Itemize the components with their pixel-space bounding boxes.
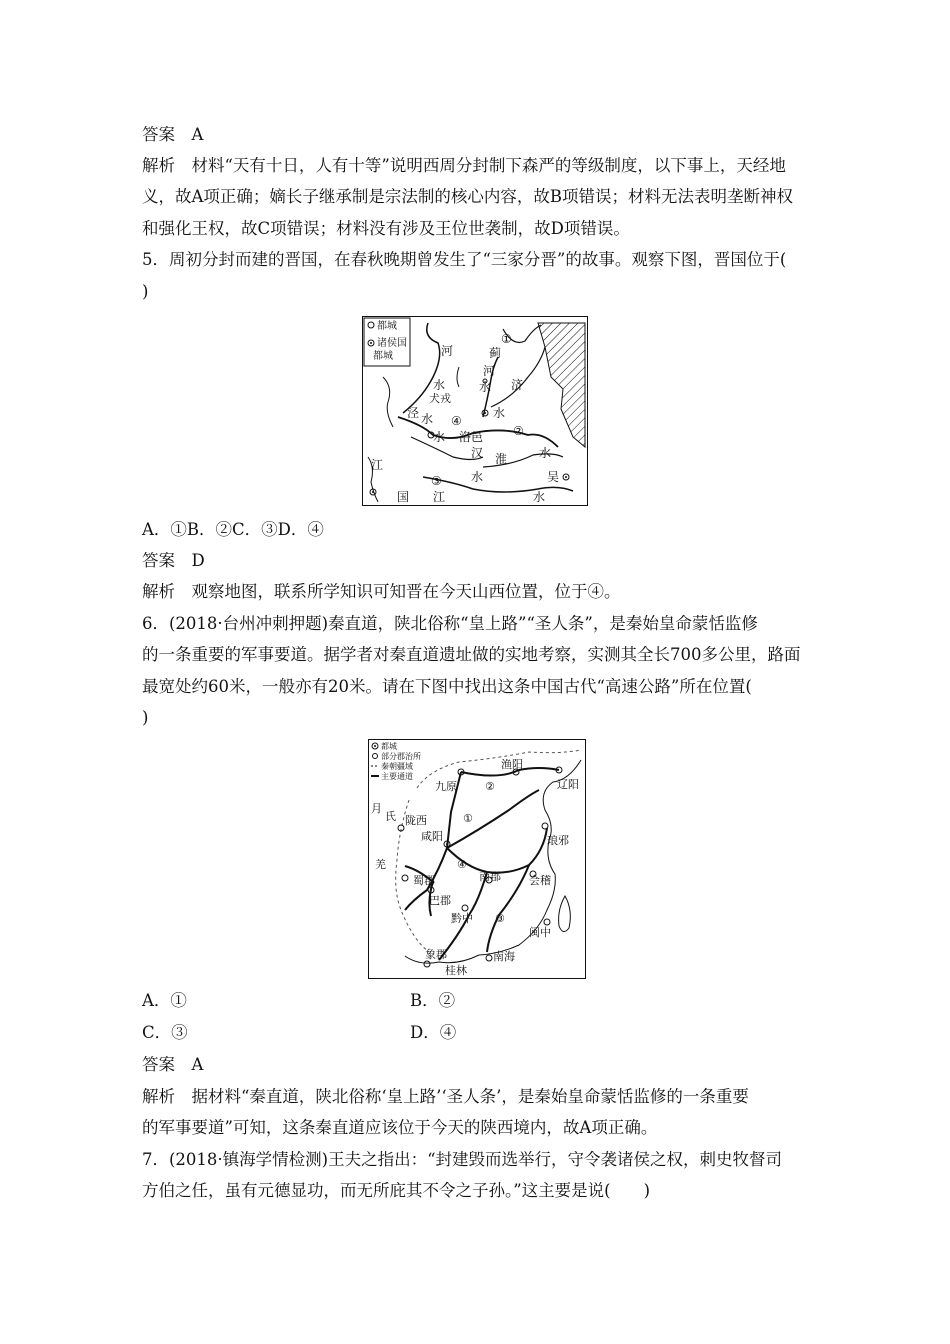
question-7-line1: 7．(2018·镇海学情检测)王夫之指出：“封建毁而选举行，守令袭诸侯之权，刺史牧督司 [142,1150,783,1169]
map1-label: ③ [431,474,442,488]
analysis-4-line2: 义，故A项正确；嫡长子继承制是宗法制的核心内容，故B项错误；材料无法表明垄断神权 [142,187,794,206]
map2-label: 咸阳 [421,830,443,843]
map1-label: 江 [371,458,384,472]
analysis-4-line3: 和强化王权，故C项错误；材料没有涉及王位世袭制，故D项错误。 [142,219,630,238]
map2-legend-roads: 主要通道 [381,772,413,781]
map2-label: 南郡 [479,870,501,883]
map2-label: 闽中 [529,926,551,939]
map1-label: 水 [493,406,506,420]
map2-label: ② [485,780,495,793]
q6-option-c: C．③ [142,1023,188,1042]
map1-label: ② [513,424,524,438]
map2-label: 渔阳 [501,758,523,771]
question-5-options: A．①B．②C．③D．④ [142,520,324,539]
map2-label: 陇西 [405,814,427,827]
answer-4: 答案 A [142,125,204,144]
map2-label: 琅邪 [547,834,569,847]
map2-label: 黔中 [451,912,473,925]
map1-label: 水 [533,490,546,504]
map2-label: 氏 [385,810,396,823]
map1-legend-vassal-capital: 都城 [373,351,393,362]
map2-label: ③ [495,912,505,925]
map2-label: 桂林 [445,964,467,977]
map2-label: ① [463,812,473,825]
map2-legend-territory: 秦朝疆域 [381,762,413,771]
map2-label: 南海 [493,950,515,963]
map2-label: 羌 [375,858,386,871]
analysis-6-line2: 的军事要道”可知，这条秦直道应该位于今天的陕西境内，故A项正确。 [142,1118,658,1137]
map2-legend-commandery: 部分郡治所 [381,752,421,761]
map2-label: 辽阳 [557,778,579,791]
map-qin-roads [368,739,586,979]
question-7-line2: 方伯之任，虽有元德显功，而无所庇其不令之子孙。”这主要是说( ) [142,1181,651,1200]
map1-label: 汉 [471,446,484,460]
map1-label: 泾 [407,406,420,420]
map2-label: 月 [371,802,382,815]
map1-label: 洛邑 [459,430,484,444]
analysis-5: 解析 观察地图，联系所学知识可知晋在今天山西位置，位于④。 [142,582,621,601]
map1-legend-capital: 都城 [377,321,397,332]
map2-label: 蜀郡 [413,874,435,887]
map1-label: 济 [511,378,524,392]
map1-label: 河 [441,344,454,358]
map1-label: 江 [433,490,446,504]
map2-legend-capital: 都城 [381,742,397,751]
map2-label: 会稽 [529,874,551,887]
map2-label: 九原 [435,780,457,793]
question-5-line1: 5．周初分封而建的晋国，在春秋晚期曾发生了“三家分晋”的故事。观察下图，晋国位于( [142,250,787,269]
map2-label: 象郡 [425,948,447,961]
map1-label: ④ [451,414,462,428]
answer-5: 答案 D [142,551,205,570]
map2-label: ④ [457,858,467,871]
map2-label: 巴郡 [429,894,451,907]
q6-option-a: A．① [142,991,187,1010]
q6-option-d: D．④ [410,1023,457,1042]
analysis-6-line1: 解析 据材料“秦直道，陕北俗称‘皇上路’‘圣人条’，是秦始皇命蒙恬监修的一条重要 [142,1087,749,1106]
map1-label: ① [501,332,512,346]
answer-6: 答案 A [142,1055,204,1074]
map1-label: 水 [421,412,434,426]
question-6-line2: 的一条重要的军事要道。据学者对秦直道遗址做的实地考察，实测其全长700多公里，路面 [142,645,801,664]
analysis-4-line1: 解析 材料“天有十日，人有十等”说明西周分封制下森严的等级制度，以下事上，天经地 [142,156,786,175]
map1-label: 蓟 [489,346,502,360]
map1-label: 国 [397,490,410,504]
question-6-line1: 6．(2018·台州冲刺押题)秦直道，陕北俗称“皇上路”“圣人条”，是秦始皇命蒙恬监修 [142,614,758,633]
q6-option-b: B．② [410,991,456,1010]
map1-label: 水 [479,380,492,394]
map1-label: 河 [483,364,496,378]
map1-legend-vassal: 诸侯国 [377,338,407,349]
map-jin-state [362,316,588,506]
map1-label: 吴 [547,470,560,484]
question-6-line3: 最宽处约60米，一般亦有20米。请在下图中找出这条中国古代“高速公路”所在位置( [142,677,752,696]
map1-label: 水 [471,470,484,484]
map1-label: 淮 [495,452,508,466]
map1-label: 水 [433,430,446,444]
map1-label: 犬戎 [429,392,451,405]
question-6-line4: ) [142,708,149,727]
question-5-line2: ) [142,282,149,301]
map1-label: 水 [433,378,446,392]
map1-label: 水 [539,446,552,460]
